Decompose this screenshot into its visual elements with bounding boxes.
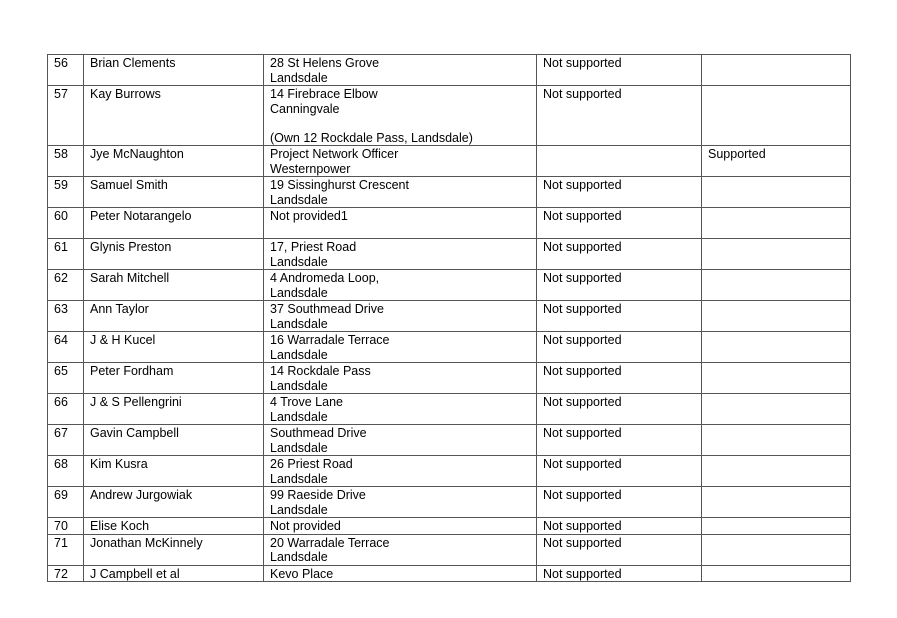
submitter-address	[264, 394, 537, 425]
submitter-address	[264, 456, 537, 487]
submission-number: 71	[48, 534, 84, 565]
not-supported-cell: Not supported	[537, 55, 702, 86]
supported-cell	[702, 270, 851, 301]
supported-cell: Supported	[702, 146, 851, 177]
address-line: Southmead Drive	[270, 426, 367, 440]
submission-number: 59	[48, 177, 84, 208]
table-row	[48, 534, 851, 565]
supported-cell	[702, 534, 851, 565]
submitter-address	[264, 425, 537, 456]
address-line: Landsdale	[270, 378, 328, 393]
address-line: 4 Andromeda Loop,	[270, 271, 380, 285]
submitter-name: Gavin Campbell	[84, 425, 264, 456]
supported-cell	[702, 456, 851, 487]
not-supported-cell: Not supported	[537, 239, 702, 270]
address-line	[270, 116, 531, 131]
supported-cell	[702, 565, 851, 582]
submitter-address	[264, 301, 537, 332]
address-line: 26 Priest Road	[270, 457, 353, 471]
submission-number: 68	[48, 456, 84, 487]
table-row	[48, 394, 851, 425]
table-row	[48, 177, 851, 208]
supported-cell	[702, 487, 851, 518]
submitter-address	[264, 239, 537, 270]
not-supported-cell: Not supported	[537, 208, 702, 239]
address-line: 14 Firebrace Elbow	[270, 87, 378, 101]
supported-cell	[702, 518, 851, 535]
submitter-name: J & H Kucel	[84, 332, 264, 363]
submitter-name: Jye McNaughton	[84, 146, 264, 177]
submission-number: 60	[48, 208, 84, 239]
submitter-name: Sarah Mitchell	[84, 270, 264, 301]
supported-cell	[702, 208, 851, 239]
submitter-address	[264, 146, 537, 177]
not-supported-cell: Not supported	[537, 270, 702, 301]
not-supported-cell: Not supported	[537, 487, 702, 518]
address-line: Landsdale	[270, 502, 328, 517]
submission-number: 56	[48, 55, 84, 86]
not-supported-cell: Not supported	[537, 456, 702, 487]
supported-cell	[702, 239, 851, 270]
table-row	[48, 55, 851, 86]
not-supported-cell	[537, 146, 702, 177]
submission-number: 70	[48, 518, 84, 535]
address-line: 14 Rockdale Pass	[270, 364, 371, 378]
address-line: Landsdale	[270, 254, 328, 269]
address-line: Landsdale	[270, 550, 328, 564]
address-line: Project Network Officer	[270, 147, 399, 161]
supported-cell	[702, 425, 851, 456]
address-line: 19 Sissinghurst Crescent	[270, 178, 409, 192]
submitter-address	[264, 534, 537, 565]
address-line: 28 St Helens Grove	[270, 56, 380, 70]
submitter-name: Peter Notarangelo	[84, 208, 264, 239]
table-row	[48, 425, 851, 456]
address-line: Kevo Place	[270, 566, 334, 581]
supported-cell	[702, 301, 851, 332]
address-line: Landsdale	[270, 471, 328, 486]
not-supported-cell: Not supported	[537, 86, 702, 146]
not-supported-cell: Not supported	[537, 565, 702, 582]
submitter-address	[264, 208, 537, 239]
address-line: Landsdale	[270, 347, 328, 362]
address-line: Canningvale	[270, 101, 340, 116]
table-row	[48, 86, 851, 146]
table-row	[48, 146, 851, 177]
submitter-name: Elise Koch	[84, 518, 264, 535]
table-row	[48, 332, 851, 363]
not-supported-cell: Not supported	[537, 394, 702, 425]
address-line: 20 Warradale Terrace	[270, 535, 390, 550]
address-line: Landsdale	[270, 192, 328, 207]
supported-cell	[702, 363, 851, 394]
submission-number: 58	[48, 146, 84, 177]
supported-cell	[702, 177, 851, 208]
address-line: Landsdale	[270, 285, 328, 300]
submitter-address	[264, 518, 537, 535]
submitter-name: Peter Fordham	[84, 363, 264, 394]
submitter-address	[264, 86, 537, 146]
supported-cell	[702, 394, 851, 425]
supported-cell	[702, 332, 851, 363]
table-row	[48, 208, 851, 239]
submission-number: 65	[48, 363, 84, 394]
submission-number: 63	[48, 301, 84, 332]
address-line: Landsdale	[270, 70, 328, 85]
not-supported-cell: Not supported	[537, 534, 702, 565]
address-line: 37 Southmead Drive	[270, 302, 384, 316]
submitter-name: Samuel Smith	[84, 177, 264, 208]
submitter-address	[264, 55, 537, 86]
address-line: 99 Raeside Drive	[270, 488, 366, 502]
submitter-name: Glynis Preston	[84, 239, 264, 270]
table-row	[48, 487, 851, 518]
supported-cell	[702, 55, 851, 86]
supported-cell	[702, 86, 851, 146]
table-body	[48, 55, 851, 582]
submitter-address	[264, 487, 537, 518]
address-line: 4 Trove Lane	[270, 395, 343, 409]
submission-number: 57	[48, 86, 84, 146]
submitter-address	[264, 270, 537, 301]
not-supported-cell: Not supported	[537, 301, 702, 332]
submitter-name: Andrew Jurgowiak	[84, 487, 264, 518]
table-row	[48, 301, 851, 332]
address-line: Not provided	[270, 519, 341, 533]
submission-number: 61	[48, 239, 84, 270]
submitter-name: Ann Taylor	[84, 301, 264, 332]
not-supported-cell: Not supported	[537, 332, 702, 363]
submitter-address	[264, 565, 537, 582]
table-row	[48, 565, 851, 582]
submission-number: 64	[48, 332, 84, 363]
table-row	[48, 518, 851, 535]
submitter-name: J Campbell et al	[84, 565, 264, 582]
submitter-name: J & S Pellengrini	[84, 394, 264, 425]
address-line	[270, 224, 531, 239]
submitter-name: Brian Clements	[84, 55, 264, 86]
table-row	[48, 456, 851, 487]
address-line: 17, Priest Road	[270, 240, 357, 254]
submission-number: 72	[48, 565, 84, 582]
address-line: Westernpower	[270, 161, 351, 176]
table-row	[48, 270, 851, 301]
table-row	[48, 363, 851, 394]
address-line: Landsdale	[270, 316, 328, 331]
submitter-name: Jonathan McKinnely	[84, 534, 264, 565]
address-line: Landsdale	[270, 409, 328, 424]
address-line: Not provided1	[270, 209, 348, 223]
address-line: Landsdale	[270, 440, 328, 455]
submitter-name: Kim Kusra	[84, 456, 264, 487]
not-supported-cell: Not supported	[537, 518, 702, 535]
table-row	[48, 239, 851, 270]
submissions-table	[47, 54, 851, 582]
not-supported-cell: Not supported	[537, 177, 702, 208]
submitter-address	[264, 332, 537, 363]
not-supported-cell: Not supported	[537, 363, 702, 394]
address-line: (Own 12 Rockdale Pass, Landsdale)	[270, 130, 473, 145]
submission-number: 66	[48, 394, 84, 425]
submission-number: 62	[48, 270, 84, 301]
submitter-address	[264, 363, 537, 394]
submitter-name: Kay Burrows	[84, 86, 264, 146]
submission-number: 69	[48, 487, 84, 518]
submission-number: 67	[48, 425, 84, 456]
not-supported-cell: Not supported	[537, 425, 702, 456]
address-line: 16 Warradale Terrace	[270, 333, 390, 347]
submitter-address	[264, 177, 537, 208]
